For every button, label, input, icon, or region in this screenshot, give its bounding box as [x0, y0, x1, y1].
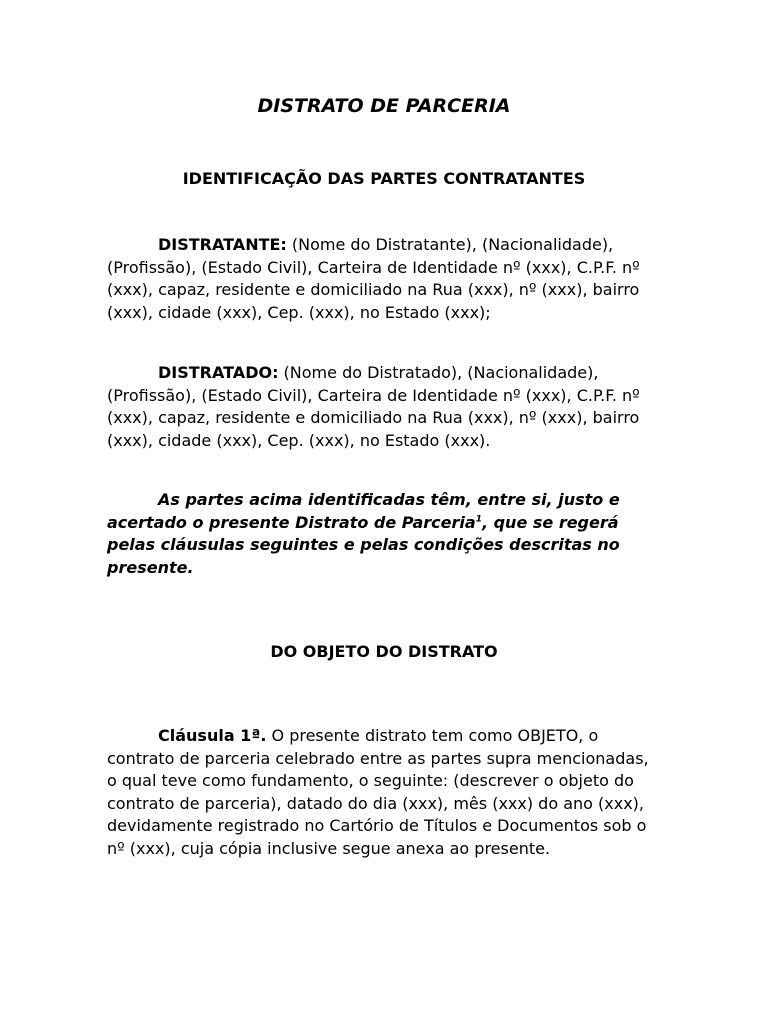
distratante-text: (Nome do Distratante), (Nacionalidade), (Profissão), (Estado Civil), Carteira de Identidade nº (xxx), C.P.F. nº (xxx), capaz, residente e domiciliado na Rua (xxx), nº (xxx), bairro (xxx), cidade (xxx), Cep. (xxx), no Estado (xxx); — [107, 235, 640, 322]
distratante-label: DISTRATANTE: — [158, 235, 287, 254]
clausula-1-text: O presente distrato tem como OBJETO, o contrato de parceria celebrado entre as partes supra mencionadas, o qual teve como fundamento, o seguinte: (descrever o objeto do contrato de parceria), datado do dia (xxx), mês (xxx) do ano (xxx), devidamente registrado no Cartório de Títulos e Documentos sob o nº (xxx), cuja cópia inclusive segue anexa ao presente. — [107, 726, 649, 858]
paragraph-clausula-1 — [107, 725, 663, 860]
paragraph-partes-acordo — [107, 489, 663, 579]
paragraph-distratado — [107, 362, 663, 452]
section-heading-partes: IDENTIFICAÇÃO DAS PARTES CONTRATANTES — [182, 169, 586, 188]
clausula-1-label: Cláusula 1ª. — [158, 726, 267, 745]
distratado-label: DISTRATADO: — [158, 363, 279, 382]
partes-text-after: , que se regerá pelas cláusulas seguintes e pelas condições descritas no presente. — [107, 512, 620, 577]
document-title: DISTRATO DE PARCERIA — [257, 95, 511, 117]
partes-text-before: As partes acima identificadas têm, entre si, justo e acertado o presente Distrato de Parceria — [107, 490, 620, 532]
paragraph-distratante — [107, 234, 663, 324]
distratado-text: (Nome do Distratado), (Nacionalidade), (Profissão), (Estado Civil), Carteira de Identidade nº (xxx), C.P.F. nº (xxx), capaz, residente e domiciliado na Rua (xxx), nº (xxx), bairro (xxx), cidade (xxx), Cep. (xxx), no Estado (xxx). — [107, 363, 640, 450]
section-heading-objeto: DO OBJETO DO DISTRATO — [270, 642, 498, 661]
footnote-reference[interactable]: 1 — [475, 514, 482, 525]
